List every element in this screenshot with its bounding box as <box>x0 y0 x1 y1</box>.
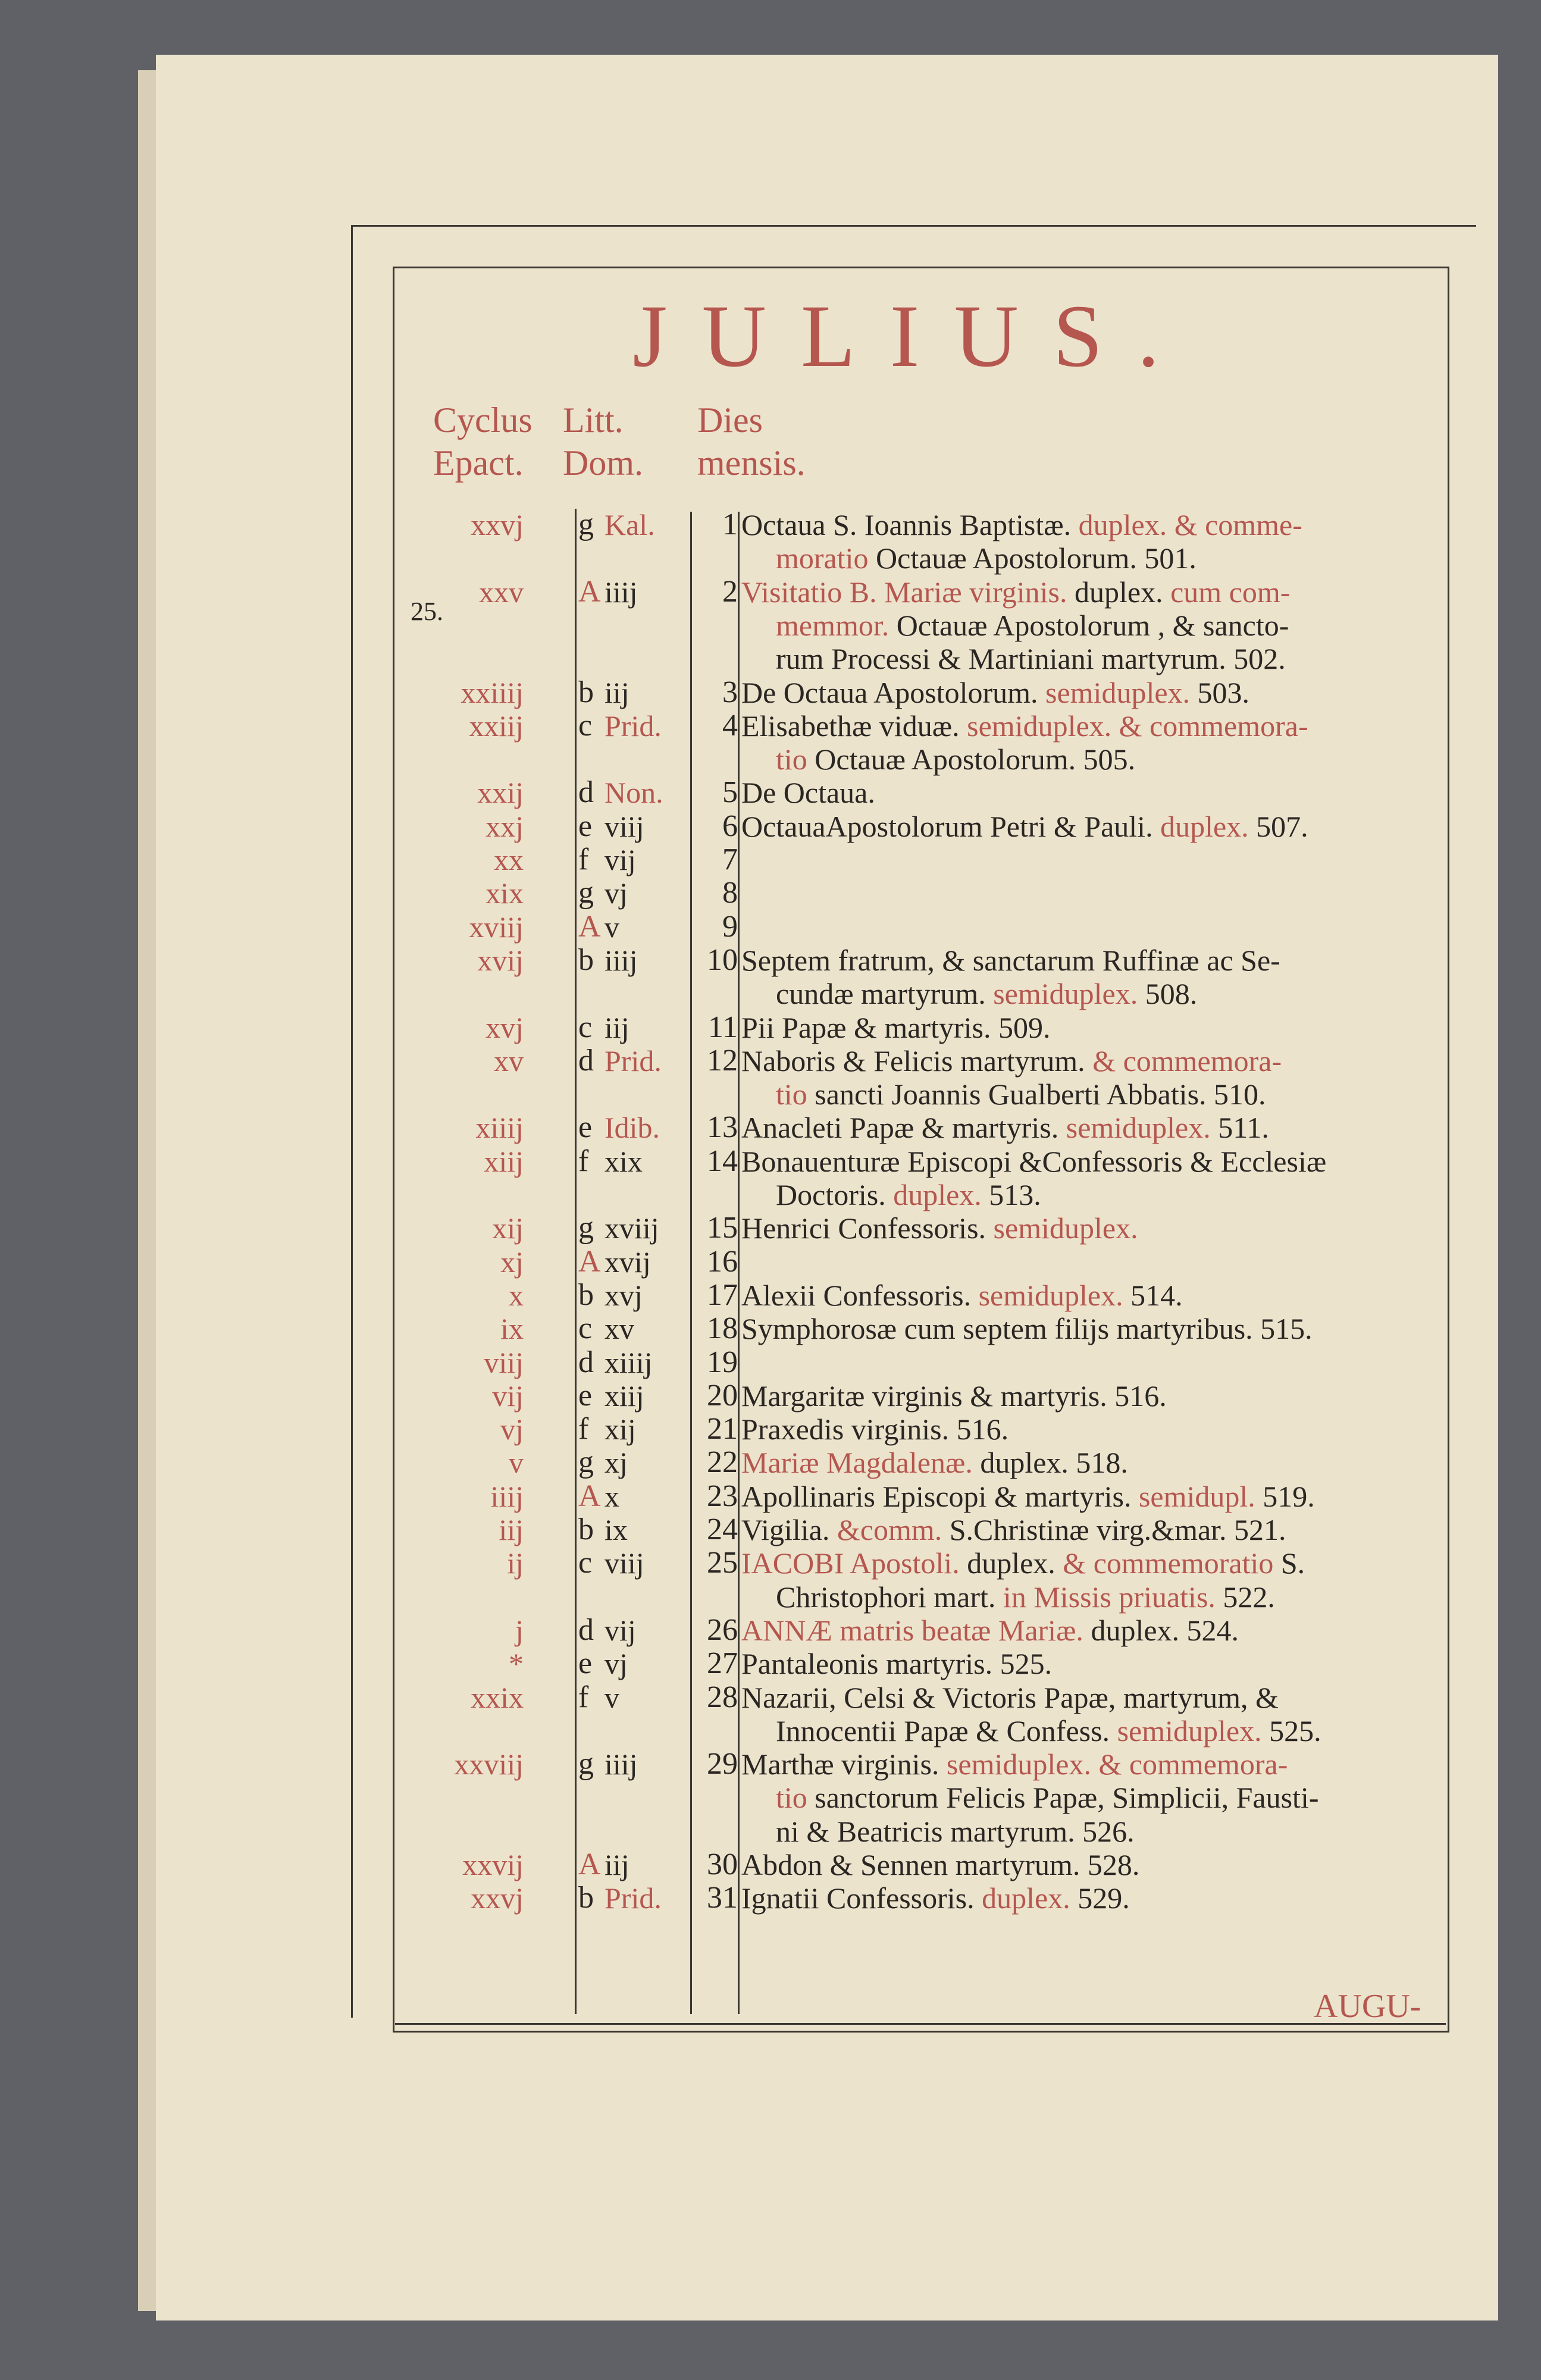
header-dies <box>697 399 806 484</box>
roman-day: vj <box>605 1647 628 1681</box>
dominical-letter: A <box>578 1847 601 1881</box>
entry-text-segment: semiduplex. <box>993 1211 1138 1245</box>
entry-text-segment: duplex. <box>982 1881 1078 1915</box>
entry-text-segment: 511. <box>1218 1111 1269 1145</box>
entry-text-segment: 522. <box>1223 1580 1275 1614</box>
entry-text-segment: semidupl. <box>1138 1479 1263 1513</box>
header-littera-line2: Dom. <box>563 443 643 483</box>
entry-text-segment: Vigilia. <box>741 1513 837 1546</box>
day-of-month: 9 <box>722 909 738 944</box>
header-cyclus-line2: Epact. <box>433 443 524 483</box>
dominical-letter: g <box>578 876 594 910</box>
epact-number: xxiij <box>469 709 524 743</box>
feast-entry-continuation <box>776 1780 1319 1815</box>
margin-note: 25. <box>411 597 443 626</box>
day-of-month: 15 <box>707 1211 738 1245</box>
dominical-letter: b <box>578 1277 594 1312</box>
entry-text-segment: Naboris & Felicis martyrum. <box>741 1044 1093 1078</box>
epact-number: xvij <box>477 943 524 977</box>
feast-entry <box>741 1110 1269 1145</box>
day-of-month: 7 <box>722 843 738 876</box>
entry-text-segment: ANNÆ matris beatæ Mariæ. <box>741 1613 1091 1647</box>
day-of-month: 13 <box>707 1110 738 1145</box>
entry-text-segment: ni & Beatricis martyrum. 526. <box>776 1814 1135 1848</box>
entry-text-segment: Octauæ Apostolorum. 501. <box>876 541 1197 575</box>
day-of-month: 20 <box>707 1378 738 1413</box>
entry-text-segment: Ignatii Confessoris. <box>741 1881 982 1915</box>
feast-entry <box>741 1612 1239 1648</box>
entry-text-segment: Septem fratrum, & sanctarum Ruffinæ ac Se- <box>741 943 1280 977</box>
roman-day: v <box>605 910 619 944</box>
day-of-month: 1 <box>722 508 738 541</box>
entry-text-segment: 519. <box>1263 1479 1315 1513</box>
feast-entry <box>741 1043 1282 1079</box>
dominical-letter: A <box>578 574 601 609</box>
epact-number: xviij <box>469 910 524 944</box>
epact-number: ij <box>507 1546 524 1580</box>
day-of-month: 22 <box>707 1445 738 1480</box>
entry-text-segment: rum Processi & Martiniani martyrum. 502. <box>776 642 1286 676</box>
feast-entry <box>741 507 1302 543</box>
feast-entry <box>741 1445 1128 1480</box>
entry-text-segment: Mariæ Magdalenæ. <box>741 1446 981 1480</box>
epact-number: xj <box>500 1245 524 1279</box>
roman-day: vij <box>605 1613 636 1647</box>
feast-entry-continuation <box>776 741 1135 777</box>
header-littera-line1: Litt. <box>563 400 624 440</box>
epact-number: * <box>509 1647 524 1681</box>
dominical-letter: f <box>578 1144 589 1178</box>
roman-day: vij <box>605 843 636 876</box>
epact-number: ix <box>500 1312 524 1346</box>
dominical-letter: e <box>578 1378 593 1413</box>
dominical-letter: f <box>578 1412 589 1446</box>
day-of-month: 24 <box>707 1512 738 1546</box>
entry-text-segment: cum com- <box>1170 575 1291 609</box>
dominical-letter: c <box>578 708 593 743</box>
entry-text-segment: Octauæ Apostolorum , & sancto- <box>896 608 1289 642</box>
feast-entry <box>741 1880 1130 1916</box>
entry-text-segment: 507. <box>1256 809 1308 843</box>
header-cyclus <box>433 399 533 484</box>
entry-text-segment: Elisabethæ viduæ. <box>741 709 967 743</box>
entry-text-segment: Henrici Confessoris. <box>741 1211 994 1245</box>
epact-number: iij <box>499 1513 524 1546</box>
dominical-letter: g <box>578 1747 594 1781</box>
dominical-letter: g <box>578 508 594 541</box>
entry-text-segment: Praxedis virginis. 516. <box>741 1413 1009 1446</box>
roman-day: ix <box>605 1513 628 1546</box>
header-dies-line2: mensis. <box>697 443 806 483</box>
entry-text-segment: moratio <box>776 541 876 575</box>
epact-number: xv <box>494 1044 524 1078</box>
day-of-month: 12 <box>707 1043 738 1078</box>
dominical-letter: d <box>578 1345 594 1379</box>
entry-text-segment: tio <box>776 1781 815 1815</box>
epact-number: vj <box>500 1413 524 1446</box>
epact-number: xxij <box>477 776 524 810</box>
feast-entry-continuation <box>776 1713 1321 1749</box>
epact-number: viij <box>484 1345 524 1379</box>
roman-day: iij <box>605 1848 629 1881</box>
dominical-letter: d <box>578 1043 594 1078</box>
month-title: JULIUS. <box>632 287 1194 386</box>
dominical-letter: A <box>578 1479 601 1513</box>
dominical-letter: c <box>578 1546 593 1580</box>
epact-number: xxviij <box>454 1748 524 1781</box>
entry-text-segment: semiduplex. <box>1066 1111 1219 1145</box>
feast-entry <box>741 1746 1288 1782</box>
entry-text-segment: Innocentii Papæ & Confess. <box>776 1714 1117 1748</box>
dominical-letter: f <box>578 843 589 876</box>
feast-entry-continuation <box>776 1579 1275 1615</box>
day-of-month: 31 <box>707 1881 738 1915</box>
entry-text-segment: duplex. <box>967 1546 1063 1580</box>
roman-day: xix <box>605 1144 643 1178</box>
column-rule-letter <box>575 509 577 2014</box>
bottom-rule <box>395 2023 1446 2025</box>
entry-text-segment: semiduplex. <box>1045 675 1198 709</box>
roman-day: xvij <box>605 1245 651 1279</box>
roman-day: xj <box>605 1446 628 1480</box>
entry-text-segment: 503. <box>1197 675 1250 709</box>
day-of-month: 19 <box>707 1345 738 1379</box>
feast-entry-continuation <box>776 540 1197 576</box>
header-cyclus-line1: Cyclus <box>433 400 533 440</box>
entry-text-segment: Pii Papæ & martyris. 509. <box>741 1010 1051 1044</box>
entry-text-segment: sancti Joannis Gualberti Abbatis. 510. <box>815 1078 1266 1111</box>
entry-text-segment: S.Christinæ virg.&mar. 521. <box>949 1513 1286 1546</box>
epact-number: j <box>515 1613 524 1647</box>
epact-number: xxvj <box>471 1881 524 1915</box>
entry-text-segment: S. <box>1280 1546 1305 1580</box>
day-of-month: 6 <box>722 809 738 843</box>
feast-entry <box>741 708 1308 744</box>
column-rule-day-right <box>738 512 740 2014</box>
epact-number: xxix <box>471 1680 524 1714</box>
roman-day: xviij <box>605 1211 659 1245</box>
epact-number: xiiij <box>475 1111 524 1145</box>
epact-number: xiij <box>484 1144 524 1178</box>
roman-day: iiij <box>605 943 638 977</box>
entry-text-segment: & commemoratio <box>1063 1546 1281 1580</box>
entry-text-segment: duplex. 524. <box>1091 1613 1239 1647</box>
entry-text-segment: Apollinaris Episcopi & martyris. <box>741 1479 1139 1513</box>
feast-entry-continuation <box>776 1814 1135 1849</box>
roman-day: xvj <box>605 1278 643 1312</box>
entry-text-segment: 525. <box>1269 1714 1321 1748</box>
epact-number: xxj <box>486 809 524 843</box>
roman-day: xiij <box>605 1379 644 1413</box>
entry-text-segment: 529. <box>1078 1881 1130 1915</box>
roman-day: x <box>605 1479 619 1513</box>
entry-text-segment: Bonauenturæ Episcopi &Confessoris & Ecclesiæ <box>741 1144 1327 1178</box>
roman-day: iij <box>605 675 629 709</box>
dominical-letter: e <box>578 1646 593 1681</box>
header-dies-line1: Dies <box>697 400 763 440</box>
day-of-month: 2 <box>722 574 738 609</box>
epact-number: x <box>509 1278 524 1312</box>
dominical-letter: e <box>578 1110 593 1145</box>
feast-entry <box>741 675 1249 710</box>
day-of-month: 18 <box>707 1311 738 1346</box>
epact-number: xxiiij <box>461 675 524 709</box>
entry-text-segment: OctauaApostolorum Petri & Pauli. <box>741 809 1161 843</box>
day-of-month: 16 <box>707 1244 738 1279</box>
entry-text-segment: Visitatio B. <box>741 575 885 609</box>
day-of-month: 10 <box>707 942 738 977</box>
entry-text-segment: duplex. <box>893 1178 989 1211</box>
day-of-month: 17 <box>707 1277 738 1312</box>
entry-text-segment: duplex. & comme- <box>1078 508 1302 541</box>
entry-text-segment: tio <box>776 1078 815 1111</box>
roman-day: Idib. <box>605 1111 660 1145</box>
entry-text-segment: 514. <box>1130 1278 1183 1312</box>
day-of-month: 8 <box>722 876 738 910</box>
feast-entry <box>741 775 875 810</box>
entry-text-segment: semiduplex. & commemora- <box>946 1748 1288 1781</box>
feast-entry <box>741 1545 1305 1581</box>
entry-text-segment: Marthæ virginis. <box>741 1748 947 1781</box>
day-of-month: 30 <box>707 1847 738 1881</box>
feast-entry <box>741 1144 1326 1179</box>
entry-text-segment: Doctoris. <box>776 1178 894 1211</box>
day-of-month: 29 <box>707 1747 738 1781</box>
day-of-month: 27 <box>707 1646 738 1681</box>
column-rule-day-left <box>690 512 692 2014</box>
entry-text-segment: Octauæ Apostolorum. 505. <box>815 743 1136 776</box>
roman-day: Non. <box>605 776 663 810</box>
entry-text-segment: 513. <box>989 1178 1041 1211</box>
day-of-month: 23 <box>707 1479 738 1513</box>
roman-day: Kal. <box>605 508 655 541</box>
feast-entry <box>741 574 1290 610</box>
entry-text-segment: tio <box>776 743 815 776</box>
day-of-month: 3 <box>722 675 738 709</box>
feast-entry <box>741 1680 1279 1715</box>
feast-entry <box>741 1479 1315 1514</box>
feast-entry <box>741 942 1280 978</box>
epact-number: xij <box>492 1211 524 1245</box>
entry-text-segment: Pantaleonis martyris. 525. <box>741 1647 1053 1681</box>
roman-day: xij <box>605 1413 636 1446</box>
feast-entry-continuation <box>776 641 1286 677</box>
roman-day: iiij <box>605 1748 638 1781</box>
entry-text-segment: IACOBI Apostoli. <box>741 1546 967 1580</box>
entry-text-segment: sanctorum Felicis Papæ, Simplicii, Fausti- <box>815 1781 1319 1815</box>
entry-text-segment: Octaua S. Ioannis Baptistæ. <box>741 508 1079 541</box>
feast-entry <box>741 1411 1008 1447</box>
dominical-letter: b <box>578 1512 594 1546</box>
feast-entry <box>741 1010 1050 1045</box>
day-of-month: 26 <box>707 1612 738 1647</box>
dominical-letter: b <box>578 942 594 977</box>
roman-day: Prid. <box>605 1044 662 1078</box>
entry-text-segment: in Missis priuatis. <box>1003 1580 1223 1614</box>
epact-number: vij <box>492 1379 524 1413</box>
epact-number: xx <box>494 843 524 876</box>
day-of-month: 5 <box>722 775 738 810</box>
feast-entry <box>741 1512 1286 1548</box>
day-of-month: 25 <box>707 1546 738 1580</box>
day-of-month: 14 <box>707 1144 738 1178</box>
dominical-letter: g <box>578 1211 594 1245</box>
entry-text-segment: memmor. <box>776 608 897 642</box>
feast-entry <box>741 1210 1138 1246</box>
dominical-letter: c <box>578 1311 593 1346</box>
roman-day: iiij <box>605 575 638 609</box>
epact-number: xxv <box>479 575 524 609</box>
catchword: AUGU- <box>1314 1988 1421 2025</box>
entry-text-segment: semiduplex. <box>978 1278 1131 1312</box>
epact-number: xix <box>486 876 524 910</box>
entry-text-segment: Nazarii, Celsi & Victoris Papæ, martyrum, & <box>741 1680 1279 1714</box>
day-of-month: 28 <box>707 1680 738 1714</box>
header-littera <box>563 399 643 484</box>
dominical-letter: d <box>578 1612 594 1647</box>
day-of-month: 21 <box>707 1412 738 1446</box>
entry-text-segment: cundæ martyrum. <box>776 977 994 1011</box>
entry-text-segment: duplex. 518. <box>980 1446 1128 1480</box>
dominical-letter: b <box>578 675 594 709</box>
dominical-letter: e <box>578 809 593 843</box>
feast-entry-continuation <box>776 976 1197 1012</box>
dominical-letter: c <box>578 1010 593 1044</box>
feast-entry <box>741 1847 1139 1883</box>
roman-day: vj <box>605 876 628 910</box>
entry-text-segment: De Octaua. <box>741 776 875 810</box>
epact-number: xvj <box>486 1010 524 1044</box>
feast-entry <box>741 1277 1183 1313</box>
entry-text-segment: &comm. <box>837 1513 950 1546</box>
dominical-letter: g <box>578 1445 594 1480</box>
roman-day: Prid. <box>605 709 662 743</box>
feast-entry <box>741 1311 1313 1346</box>
entry-text-segment: semiduplex. <box>993 977 1145 1011</box>
feast-entry <box>741 1378 1167 1414</box>
roman-day: viij <box>605 1546 644 1580</box>
entry-text-segment: duplex. <box>1160 809 1257 843</box>
dominical-letter: f <box>578 1680 589 1714</box>
entry-text-segment: Christophori mart. <box>776 1580 1003 1614</box>
entry-text-segment: Anacleti Papæ & martyris. <box>741 1111 1066 1145</box>
roman-day: viij <box>605 809 644 843</box>
entry-text-segment: Margaritæ virginis & martyris. 516. <box>741 1379 1167 1413</box>
epact-number: xxvij <box>462 1848 524 1881</box>
entry-text-segment: semiduplex. <box>1117 1714 1270 1748</box>
entry-text-segment: Alexii Confessoris. <box>741 1278 979 1312</box>
day-of-month: 11 <box>707 1010 738 1044</box>
entry-text-segment: 508. <box>1145 977 1198 1011</box>
entry-text-segment: Mariæ virginis. <box>884 575 1075 609</box>
feast-entry-continuation <box>776 607 1289 643</box>
dominical-letter: d <box>578 775 594 810</box>
dominical-letter: b <box>578 1881 594 1915</box>
dominical-letter: A <box>578 1244 601 1279</box>
epact-number: iiij <box>490 1479 524 1513</box>
roman-day: Prid. <box>605 1881 662 1915</box>
entry-text-segment: semiduplex. & commemora- <box>967 709 1308 743</box>
entry-text-segment: duplex. <box>1075 575 1171 609</box>
feast-entry-continuation <box>776 1177 1041 1213</box>
roman-day: xv <box>605 1312 634 1346</box>
entry-text-segment: De Octaua Apostolorum. <box>741 675 1046 709</box>
roman-day: v <box>605 1680 619 1714</box>
entry-text-segment: Abdon & Sennen martyrum. 528. <box>741 1848 1140 1881</box>
entry-text-segment: & commemora- <box>1092 1044 1282 1078</box>
roman-day: iij <box>605 1010 629 1044</box>
dominical-letter: A <box>578 909 601 944</box>
feast-entry-continuation <box>776 1076 1266 1112</box>
entry-text-segment: Symphorosæ cum septem filijs martyribus. 515. <box>741 1312 1313 1346</box>
day-of-month: 4 <box>722 708 738 743</box>
feast-entry <box>741 809 1308 844</box>
roman-day: xiiij <box>605 1345 653 1379</box>
epact-number: xxvj <box>471 508 524 541</box>
feast-entry <box>741 1646 1052 1681</box>
epact-number: v <box>509 1446 524 1480</box>
